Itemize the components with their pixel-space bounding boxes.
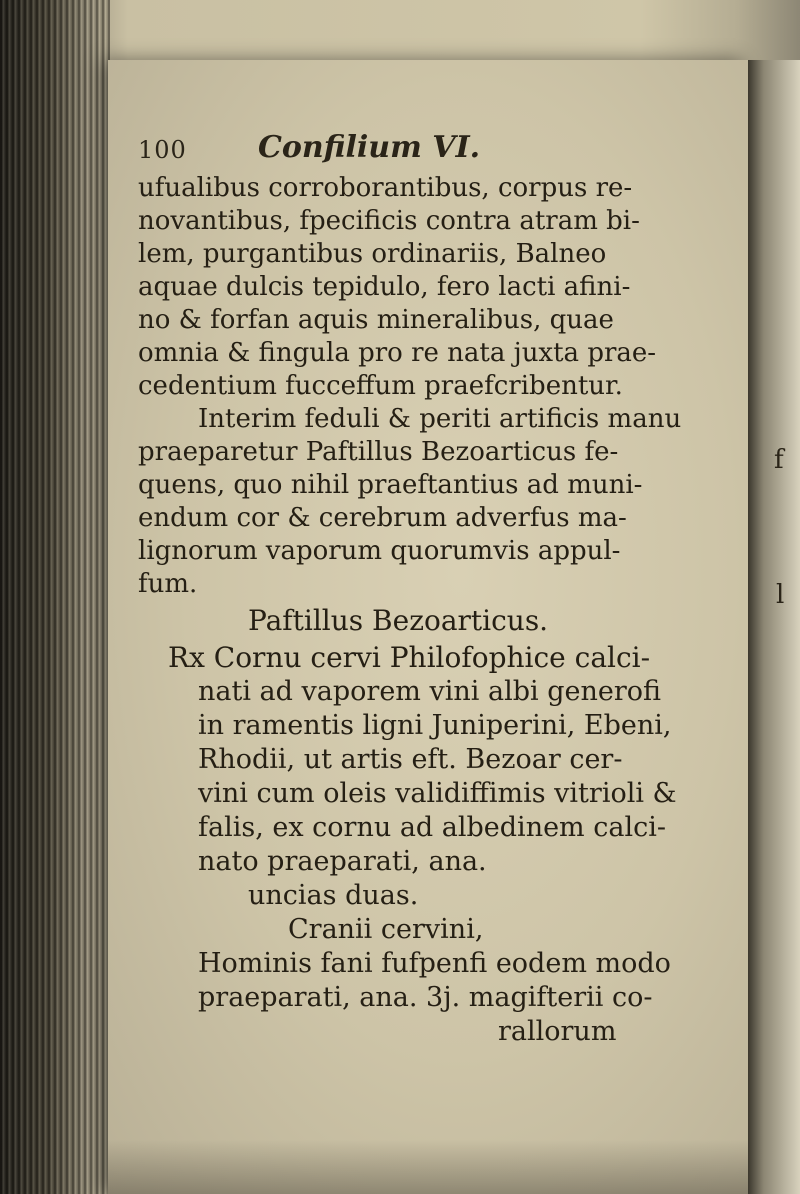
running-title: Confilium VI.	[258, 130, 481, 165]
binding-gutter	[0, 0, 110, 1194]
body-line: cedentium fucceffum praefcribentur.	[138, 371, 623, 401]
page-number: 100	[138, 136, 187, 164]
body-line: Interim feduli & periti artificis manu	[198, 404, 682, 434]
recipe-line: vini cum oleis validiffimis vitrioli &	[198, 778, 677, 809]
recipe-line: falis, ex cornu ad albedinem calci-	[198, 812, 666, 843]
recipe-line: nato praeparati, ana.	[198, 846, 487, 877]
recipe-line: Rx Cornu cervi Philofophice calci-	[168, 641, 651, 674]
margin-fragment: f	[774, 445, 784, 475]
recipe-line: praeparati, ana. 3j. magifterii co-	[198, 982, 653, 1013]
body-line: fum.	[138, 569, 198, 599]
page-bottom-shadow	[108, 1140, 748, 1194]
recipe-line: in ramentis ligni Juniperini, Ebeni,	[198, 710, 672, 741]
body-line: praeparetur Paftillus Bezoarticus fe-	[138, 437, 619, 467]
recipe-line: rallorum	[498, 1016, 617, 1047]
body-line: endum cor & cerebrum adverfus ma-	[138, 503, 627, 533]
body-line: novantibus, fpecificis contra atram bi-	[138, 206, 640, 236]
recipe-line: uncias duas.	[248, 880, 419, 911]
body-line: aquae dulcis tepidulo, fero lacti afini-	[138, 272, 631, 302]
recipe-caption: Paftillus Bezoarticus.	[248, 604, 549, 637]
body-line: ufualibus corroborantibus, corpus re-	[138, 173, 633, 203]
book-page	[108, 60, 748, 1194]
body-line: omnia & fingula pro re nata juxta prae-	[138, 338, 657, 368]
body-line: no & forfan aquis mineralibus, quae	[138, 305, 614, 335]
recipe-line: nati ad vaporem vini albi generofi	[198, 676, 662, 707]
body-line: lignorum vaporum quorumvis appul-	[138, 536, 621, 566]
text-block	[138, 172, 698, 1049]
recipe-line: Cranii cervini,	[288, 914, 484, 945]
next-page-edge	[748, 60, 800, 1194]
body-line: lem, purgantibus ordinariis, Balneo	[138, 239, 607, 269]
recipe-line: Rhodii, ut artis eft. Bezoar cer-	[198, 744, 623, 775]
recipe-line: Hominis fani fufpenfi eodem modo	[198, 948, 671, 979]
margin-fragment: l	[776, 580, 785, 610]
body-line: quens, quo nihil praeftantius ad muni-	[138, 470, 643, 500]
